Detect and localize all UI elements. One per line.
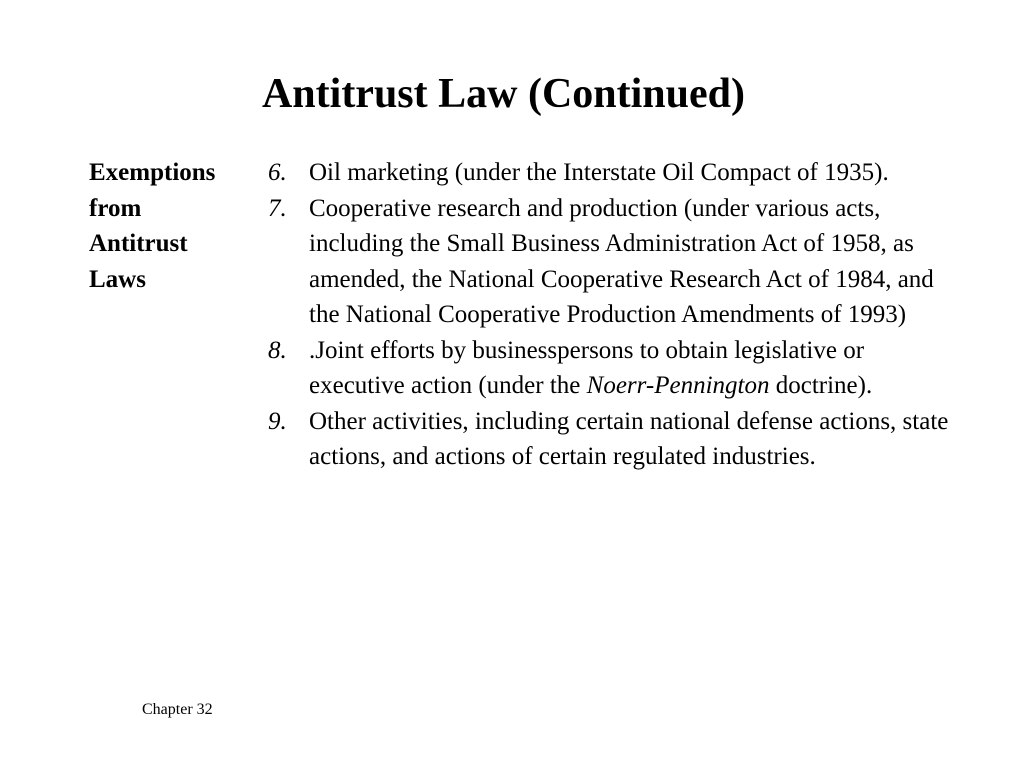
item-text: [309, 155, 964, 191]
side-label-line: Exemptions: [89, 159, 216, 186]
list-item: [268, 333, 988, 404]
item-text-part: Other activities, including certain national defense actions, state actions, and actions of certain regulated industries.: [309, 407, 949, 470]
item-number: 6.: [268, 159, 287, 186]
list-item: [268, 404, 988, 475]
item-text-part: .Joint efforts by businesspersons to obtain legislative or executive action (under the: [309, 336, 865, 399]
slide-title: Antitrust Law (Continued): [261, 71, 746, 117]
exemptions-list: [268, 155, 988, 475]
item-text-part: Cooperative research and production (under various acts, including the Small Business Administration Act of 1958, as amended, the National Cooperative Research Act of 1984, and the National Cooperative Production Amendments of 1993): [309, 194, 934, 328]
item-text: [309, 404, 964, 475]
case-name: Noerr-Pennington: [586, 372, 770, 399]
list-item: [268, 155, 988, 191]
side-label-line: from: [89, 194, 142, 222]
side-label: [89, 155, 259, 297]
item-number: 8.: [268, 336, 287, 364]
side-label-line: Antitrust: [89, 230, 188, 257]
item-number: 7.: [268, 194, 287, 222]
item-text-part: doctrine).: [769, 372, 873, 399]
item-number: 9.: [268, 407, 287, 435]
item-text: [309, 333, 964, 404]
side-label-line: Laws: [89, 265, 146, 293]
item-text: [309, 191, 964, 333]
list-item: [268, 191, 988, 333]
footer-chapter: Chapter 32: [142, 701, 213, 718]
item-text-part: Oil marketing (under the Interstate Oil Compact of 1935).: [309, 159, 889, 186]
